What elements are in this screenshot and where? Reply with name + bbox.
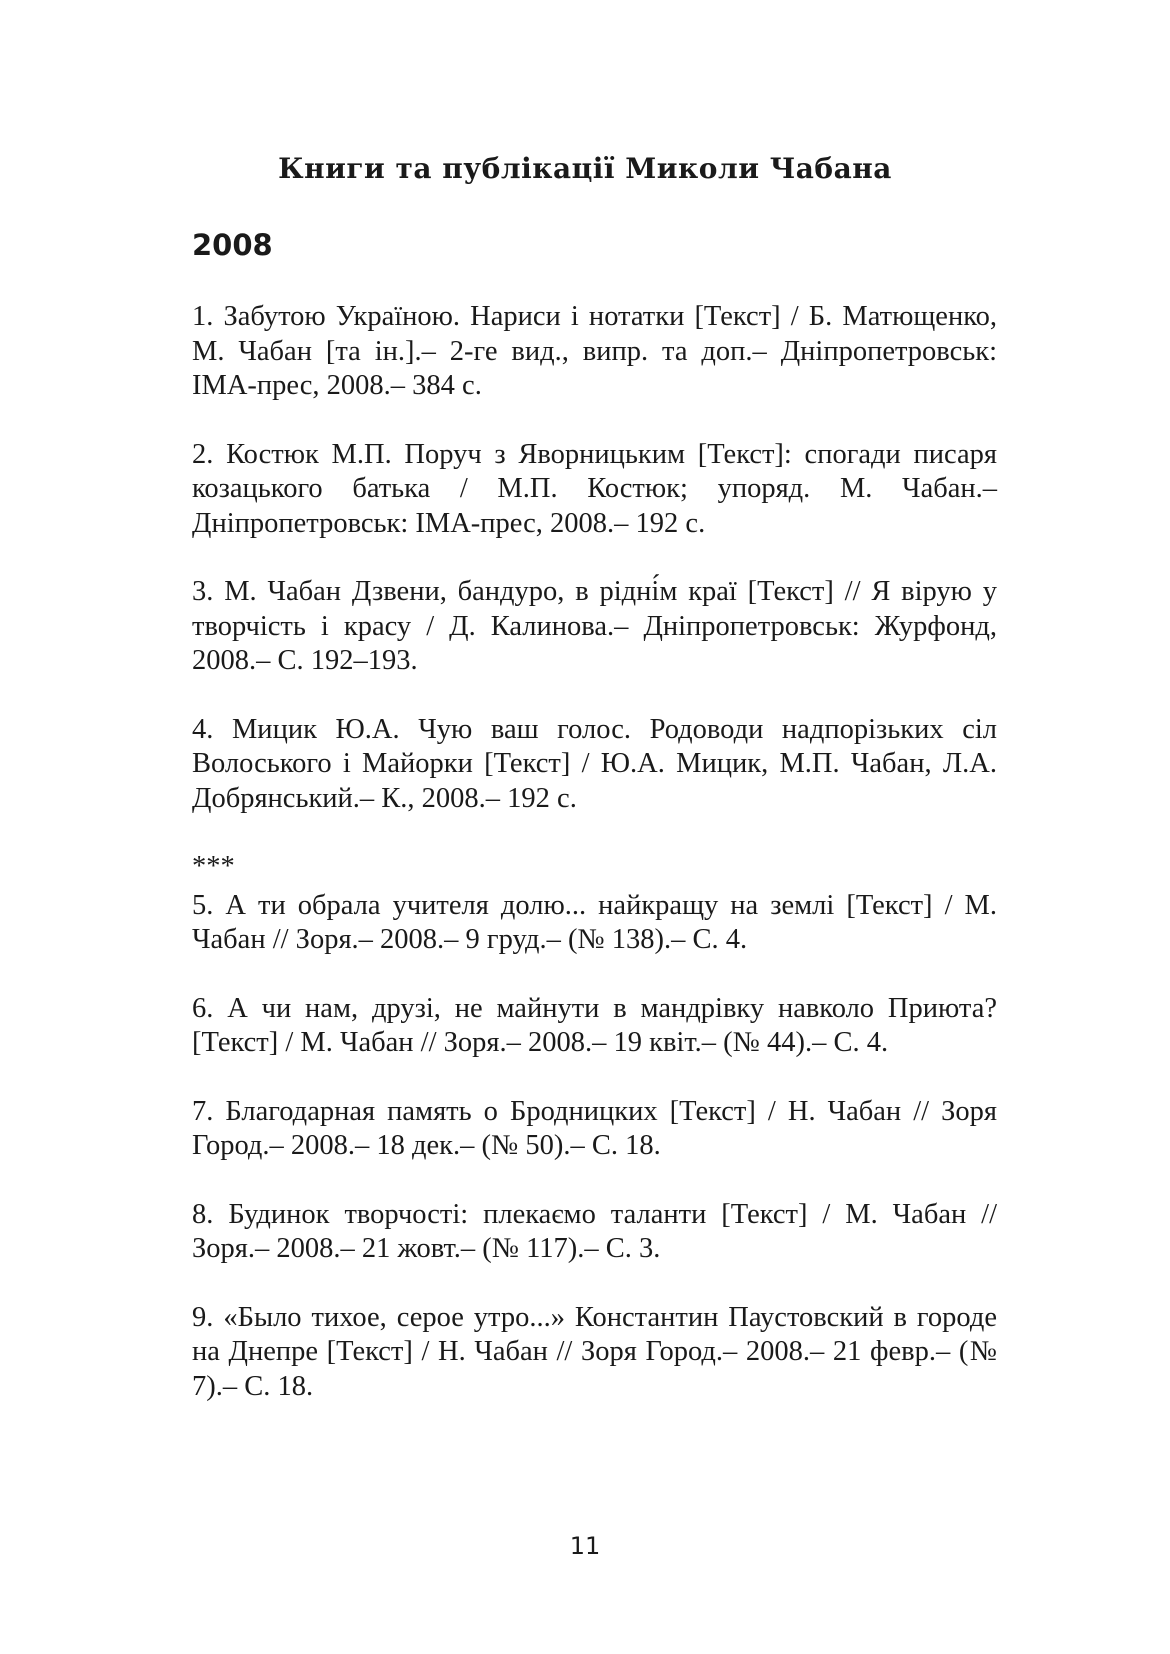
bibliography-list xyxy=(192,300,997,1438)
bibliography-entry: 2. Костюк М.П. Поруч з Яворницьким [Текст]: спогади писаря козацького батька / М.П. Костюк; упоряд. М. Чабан.– Дніпропетровськ: ІМА-прес, 2008.– 192 с. xyxy=(192,438,997,539)
bibliography-entry: 7. Благодарная память о Бродницких [Текст] / Н. Чабан // Зоря Город.– 2008.– 18 дек.– (№ 50).– С. 18. xyxy=(192,1095,997,1161)
year-heading: 2008 xyxy=(192,228,273,262)
bibliography-entry: 4. Мицик Ю.А. Чую ваш голос. Родоводи надпорізьких сіл Волоського і Майорки [Текст] / Ю.А. Мицик, М.П. Чабан, Л.А. Добрянський.– К., 2008.– 192 с. xyxy=(192,713,997,814)
bibliography-entry: 3. М. Чабан Дзвени, бандуро, в рідні́м краї [Текст] // Я вірую у творчість і красу / Д. Калинова.– Дніпропетровськ: Журфонд, 2008.– С. 192–193. xyxy=(192,576,997,676)
page-title: Книги та публікації Миколи Чабана xyxy=(278,152,892,185)
section-separator: *** xyxy=(192,851,235,882)
bibliography-entry: 8. Будинок творчості: плекаємо таланти [Текст] / М. Чабан // Зоря.– 2008.– 21 жовт.– (№ 117).– С. 3. xyxy=(192,1198,997,1264)
page-number: 11 xyxy=(569,1532,601,1560)
bibliography-entry: 6. А чи нам, друзі, не майнути в мандрівку навколо Приюта? [Текст] / М. Чабан // Зоря.– 2008.– 19 квіт.– (№ 44).– С. 4. xyxy=(192,992,997,1058)
bibliography-entry: 9. «Было тихое, серое утро...» Константин Паустовский в городе на Днепре [Текст] / Н. Чабан // Зоря Город.– 2008.– 21 февр.– (№ 7).– С. 18. xyxy=(192,1301,997,1402)
bibliography-entry: 5. А ти обрала учителя долю... найкращу на землі [Текст] / М. Чабан // Зоря.– 2008.– 9 груд.– (№ 138).– С. 4. xyxy=(192,889,997,955)
bibliography-entry: 1. Забутою Україною. Нариси і нотатки [Текст] / Б. Матющенко, М. Чабан [та ін.].– 2-ге вид., випр. та доп.– Дніпропетровськ: ІМА-прес, 2008.– 384 с. xyxy=(192,301,997,401)
